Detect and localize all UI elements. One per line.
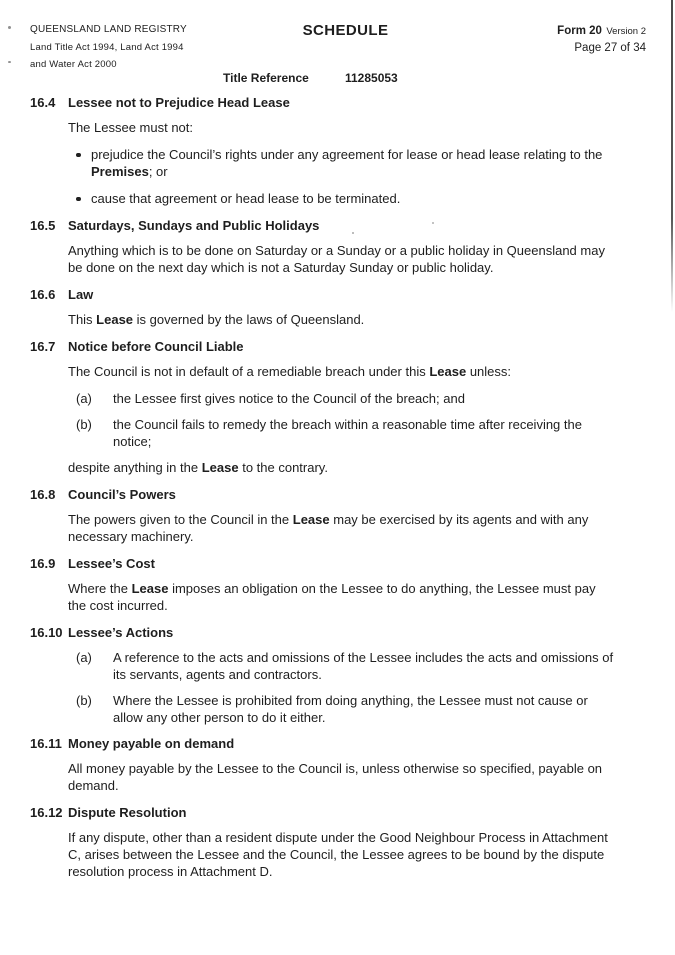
bullet-item: cause that agreement or head lease to be terminated. [68, 190, 640, 207]
section-16-10 [30, 624, 640, 726]
clause-text: A reference to the acts and omissions of the Lessee includes the acts and omissions of its servants, agents and contractors. [113, 650, 614, 682]
paragraph: Anything which is to be done on Saturday or a Sunday or a public holiday in Queensland may be done on the next day which is not a Saturday Sunday or public holiday. [68, 243, 605, 275]
bullet-list [68, 146, 640, 207]
section-number: 16.8 [30, 487, 56, 502]
bullet-item: prejudice the Council’s rights under any agreement for lease or head lease relating to the Premises; or [68, 146, 640, 180]
registry-acts-line1: Land Title Act 1994, Land Act 1994 [30, 41, 184, 53]
scan-edge-artifact [671, 0, 673, 312]
section-heading-row [30, 735, 640, 752]
paragraph: despite anything in the Lease to the contrary. [68, 460, 328, 475]
page-number: Page 27 of 34 [574, 42, 646, 54]
section-heading-row [30, 804, 640, 821]
section-title: Lessee’s Actions [68, 625, 174, 640]
section-heading-row [30, 624, 640, 641]
title-reference-label: Title Reference [223, 71, 309, 85]
clause-label: (b) [76, 417, 92, 432]
section-title: Lessee not to Prejudice Head Lease [68, 95, 290, 110]
section-title: Notice before Council Liable [68, 339, 244, 354]
section-title: Dispute Resolution [68, 805, 187, 820]
section-title: Law [68, 287, 94, 302]
form-version: Version 2 [606, 26, 646, 37]
registry-acts-line2: and Water Act 2000 [30, 59, 117, 70]
section-title: Council’s Powers [68, 487, 176, 502]
title-reference-value: 11285053 [345, 71, 398, 85]
section-16-11 [30, 735, 640, 794]
section-heading-row [30, 217, 640, 234]
section-title: Lessee’s Cost [68, 556, 155, 571]
section-number: 16.5 [30, 218, 56, 233]
paragraph: All money payable by the Lessee to the Council is, unless otherwise so specified, payable on demand. [68, 761, 603, 793]
registry-name: QUEENSLAND LAND REGISTRY [30, 24, 187, 35]
section-number: 16.11 [30, 736, 62, 751]
clause-label: (a) [76, 650, 92, 665]
section-number: 16.12 [30, 805, 63, 820]
clause-text: Where the Lessee is prohibited from doing anything, the Lessee must not cause or allow any other person to do it either. [113, 693, 588, 725]
schedule-content [30, 94, 640, 890]
clause-text: the Lessee first gives notice to the Council of the breach; and [113, 391, 465, 406]
section-number: 16.10 [30, 625, 63, 640]
section-heading-row [30, 486, 640, 503]
schedule-title: SCHEDULE [302, 22, 389, 39]
clause-item [68, 692, 640, 726]
form-number: Form 20 [557, 25, 602, 37]
paragraph: The Lessee must not: [68, 120, 194, 135]
section-number: 16.9 [30, 556, 56, 571]
form-info [557, 22, 646, 56]
clause-text: the Council fails to remedy the breach within a reasonable time after receiving the notice; [113, 417, 582, 449]
clause-label: (b) [76, 693, 92, 708]
section-16-12 [30, 804, 640, 880]
section-heading-row [30, 286, 640, 303]
section-16-9 [30, 555, 640, 614]
paragraph: Where the Lease imposes an obligation on the Lessee to do anything, the Lessee must pay the cost incurred. [68, 581, 596, 613]
clause-item [68, 390, 640, 407]
section-16-6 [30, 286, 640, 328]
section-title: Money payable on demand [68, 736, 235, 751]
section-heading-row [30, 338, 640, 355]
paragraph: The powers given to the Council in the Lease may be exercised by its agents and with any necessary machinery. [68, 512, 589, 544]
section-heading-row [30, 94, 640, 111]
section-number: 16.6 [30, 287, 56, 302]
scan-speck [8, 61, 11, 63]
form-id-line [557, 22, 646, 40]
section-number: 16.4 [30, 95, 56, 110]
clause-item [68, 649, 640, 683]
section-16-7 [30, 338, 640, 476]
section-number: 16.7 [30, 339, 56, 354]
paragraph: This Lease is governed by the laws of Queensland. [68, 312, 365, 327]
paragraph: The Council is not in default of a remediable breach under this Lease unless: [68, 364, 512, 379]
section-16-5 [30, 217, 640, 276]
section-16-8 [30, 486, 640, 545]
clause-item [68, 416, 640, 450]
title-reference [223, 71, 398, 85]
section-heading-row [30, 555, 640, 572]
paragraph: If any dispute, other than a resident dispute under the Good Neighbour Process in Attachment C, arises between the Lessee and the Council, the Lessee agrees to be bound by the dispute resolution process in Attachment D. [68, 830, 608, 879]
clause-label: (a) [76, 391, 92, 406]
section-16-4 [30, 94, 640, 207]
section-title: Saturdays, Sundays and Public Holidays [68, 218, 320, 233]
